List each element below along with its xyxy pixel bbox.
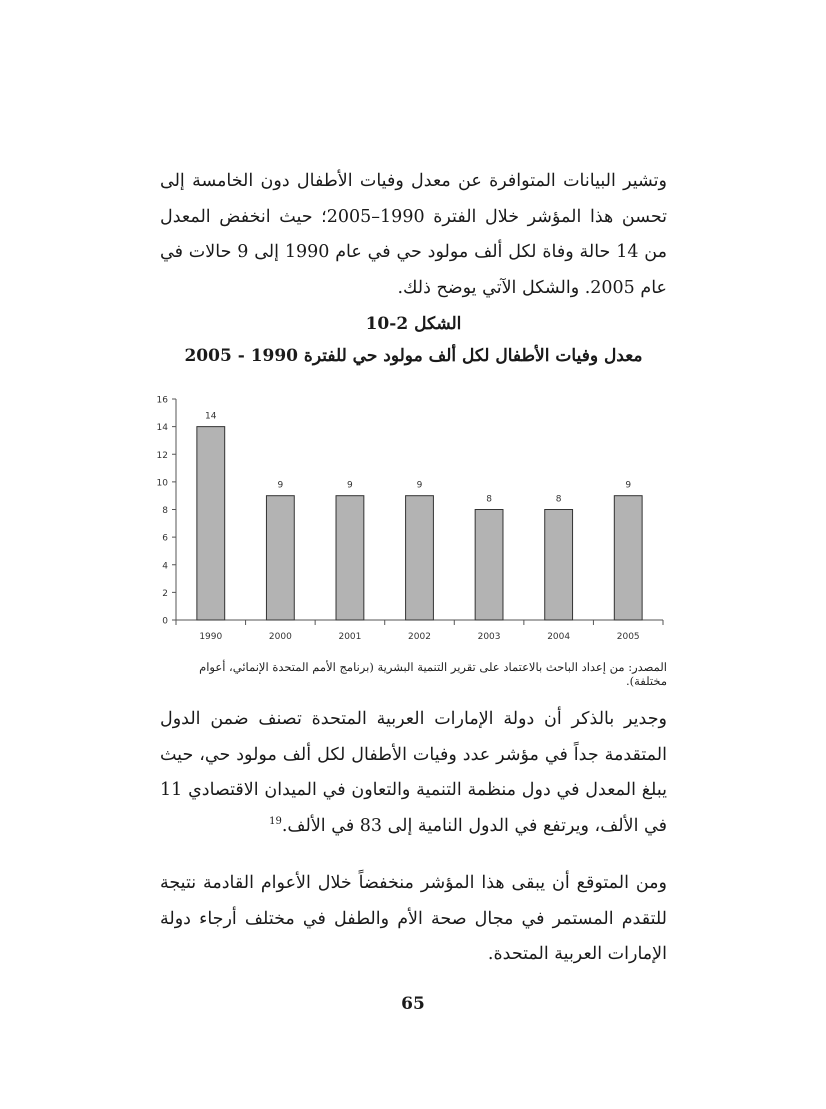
x-tick-label-2004: 2004 [547, 632, 571, 642]
bar-1990 [197, 427, 225, 620]
figure-title: معدل وفيات الأطفال لكل ألف مولود حي للفترة 1990 - 2005 [184, 346, 643, 366]
bar-2000 [266, 496, 294, 620]
bar-2003 [475, 510, 503, 621]
y-tick-label: 16 [156, 395, 168, 406]
y-tick-label: 12 [156, 450, 168, 461]
data-label-2000: 9 [277, 480, 284, 491]
x-tick-label-2001: 2001 [338, 632, 362, 642]
bar-2001 [336, 496, 364, 620]
y-tick-label: 4 [162, 561, 168, 572]
data-label-2004: 8 [555, 494, 562, 505]
data-label-2005: 9 [625, 480, 632, 491]
data-label-1990: 14 [205, 411, 217, 422]
paragraph-2 [160, 702, 667, 844]
bar-chart [138, 388, 678, 646]
page-number: 65 [401, 994, 425, 1014]
data-label-2001: 9 [347, 480, 353, 491]
x-tick-label-2003: 2003 [477, 632, 501, 642]
y-tick-label: 2 [162, 588, 168, 599]
y-tick-label: 0 [162, 616, 168, 627]
figure-number: الشكل 2-10 [365, 314, 462, 334]
y-tick-label: 8 [162, 506, 168, 516]
bar-2002 [406, 496, 434, 620]
paragraph-2-text: وجدير بالذكر أن دولة الإمارات العربية المتحدة تصنف ضمن الدول المتقدمة جداً في مؤشر عدد وفيات الأطفال لكل ألف مولود حي، حيث يبلغ المعدل في دول منظمة التنمية والتعاون في الميدان الاقتصادي 11 في الألف، ويرتفع في الدول النامية إلى 83 في الألف. [160, 709, 667, 836]
figure-source: المصدر: من إعداد الباحث بالاعتماد على تقرير التنمية البشرية (برنامج الأمم المتحدة الإنمائي، أعوام مختلفة). [199, 660, 667, 688]
x-tick-label-2005: 2005 [616, 632, 640, 642]
data-label-2003: 8 [486, 494, 492, 505]
bar-2005 [614, 496, 642, 620]
bar-2004 [545, 510, 573, 621]
x-tick-label-1990: 1990 [199, 632, 223, 642]
x-tick-label-2000: 2000 [268, 632, 292, 642]
y-tick-label: 10 [156, 478, 168, 489]
footnote-reference: 19 [269, 815, 282, 827]
data-label-2002: 9 [416, 480, 423, 491]
y-tick-label: 6 [162, 533, 168, 544]
paragraph-1: وتشير البيانات المتوافرة عن معدل وفيات الأطفال دون الخامسة إلى تحسن هذا المؤشر خلال الفترة 1990–2005؛ حيث انخفض المعدل من 14 حالة وفاة لكل ألف مولود حي في عام 1990 إلى 9 حالات في عام 2005. والشكل الآتي يوضح ذلك. [160, 171, 667, 298]
paragraph-3: ومن المتوقع أن يبقى هذا المؤشر منخفضاً خلال الأعوام القادمة نتيجة للتقدم المستمر في مجال صحة الأم والطفل في مختلف أرجاء دولة الإمارات العربية المتحدة. [160, 873, 667, 964]
chart-bars [197, 412, 642, 620]
y-tick-label: 14 [156, 423, 168, 434]
x-tick-label-2002: 2002 [408, 632, 431, 642]
